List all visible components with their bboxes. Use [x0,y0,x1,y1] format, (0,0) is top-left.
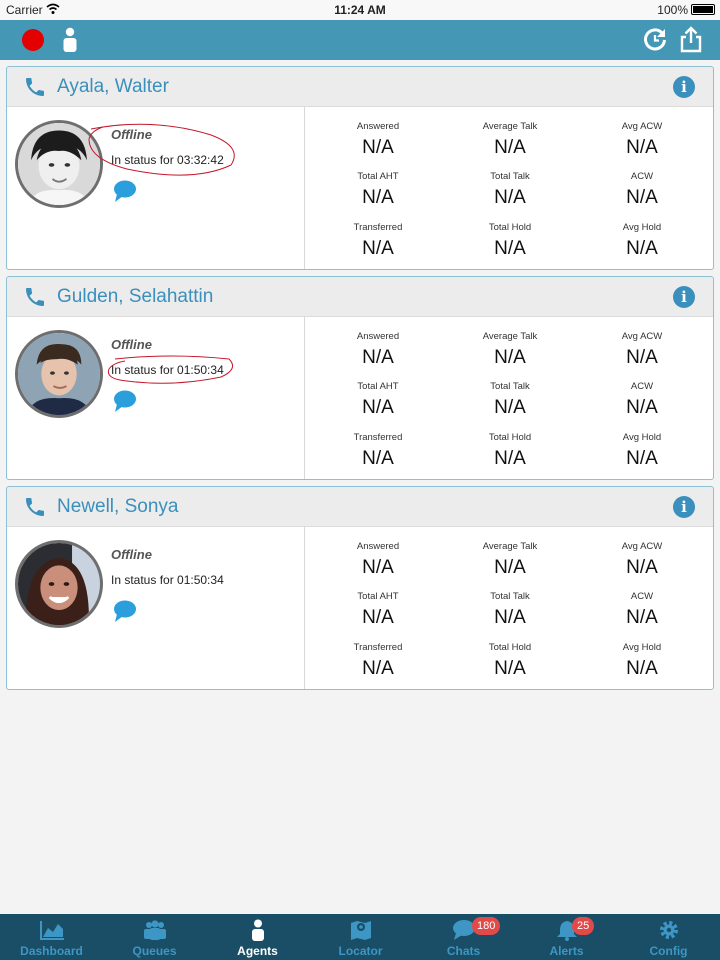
avatar [15,330,103,418]
metric-label: Average Talk [482,331,538,342]
battery-icon [691,4,715,15]
metric-total-talk [445,591,575,629]
metric-acw [577,171,707,209]
share-icon[interactable] [678,25,704,53]
tab-label: Agents [237,944,278,958]
metric-average-talk [445,121,575,159]
tab-label: Locator [338,944,383,958]
metric-value: N/A [626,397,658,418]
metric-value: N/A [626,137,658,158]
agent-status: Offline [111,127,152,142]
info-icon[interactable]: i [673,286,695,308]
chat-icon[interactable] [113,179,137,203]
metric-label: ACW [630,381,654,392]
tab-locator[interactable] [309,914,412,960]
metric-value: N/A [494,347,526,368]
metric-label: Total Talk [490,171,530,182]
red-annotation [83,121,243,181]
metric-total-aht [313,171,443,209]
agent-status: Offline [111,337,152,352]
info-icon[interactable]: i [673,76,695,98]
metric-average-talk [445,541,575,579]
metric-answered [313,121,443,159]
metric-label: Avg ACW [621,121,663,132]
metric-label: Total Hold [488,222,532,233]
user-icon[interactable] [62,27,78,53]
metric-value: N/A [494,557,526,578]
group-icon [142,919,168,941]
metric-average-talk [445,331,575,369]
metrics-grid [305,317,714,479]
metric-label: Transferred [353,642,403,653]
carrier-label: Carrier [6,3,43,17]
agent-card[interactable] [6,66,714,270]
metric-value: N/A [626,347,658,368]
tab-label: Queues [132,944,177,958]
metric-label: Transferred [353,432,403,443]
phone-icon[interactable] [23,75,47,99]
metric-avg-hold [577,432,707,470]
person-icon [245,919,271,941]
agent-card[interactable] [6,486,714,690]
metric-label: Total Talk [490,591,530,602]
metric-label: Answered [356,331,400,342]
metric-value: N/A [626,607,658,628]
agent-status: Offline [111,547,152,562]
metric-label: Total AHT [357,381,399,392]
refresh-icon[interactable] [642,27,668,53]
metric-label: Avg Hold [622,642,662,653]
tab-queues[interactable] [103,914,206,960]
tab-label: Config [649,944,688,958]
metric-avg-acw [577,541,707,579]
metric-total-hold [445,642,575,680]
tab-label: Chats [446,944,481,958]
metric-value: N/A [362,557,394,578]
agent-card[interactable] [6,276,714,480]
metrics-grid [305,107,714,269]
metric-label: Avg ACW [621,541,663,552]
metric-value: N/A [362,347,394,368]
metric-value: N/A [494,448,526,469]
info-icon[interactable]: i [673,496,695,518]
metric-value: N/A [626,238,658,259]
metric-label: Average Talk [482,121,538,132]
metric-transferred [313,432,443,470]
metric-label: Total Hold [488,642,532,653]
metric-value: N/A [626,557,658,578]
metric-total-hold [445,432,575,470]
metric-value: N/A [362,397,394,418]
agent-card-header [7,67,713,107]
time-in-status: In status for 01:50:34 [111,363,224,377]
metric-label: Avg Hold [622,222,662,233]
time-in-status: In status for 03:32:42 [111,153,224,167]
clock: 11:24 AM [334,3,386,17]
phone-icon[interactable] [23,495,47,519]
metric-value: N/A [494,238,526,259]
chats-badge: 180 [472,917,500,935]
metric-value: N/A [626,658,658,679]
metric-acw [577,591,707,629]
chart-icon [39,919,65,941]
top-nav-bar [0,20,720,60]
metric-total-aht [313,591,443,629]
chat-icon[interactable] [113,599,137,623]
status-bar [0,0,720,20]
tab-config[interactable] [617,914,720,960]
metric-label: Answered [356,121,400,132]
avatar [15,540,103,628]
metric-avg-hold [577,642,707,680]
metric-label: Avg Hold [622,432,662,443]
tab-label: Dashboard [20,944,83,958]
avatar [15,120,103,208]
metric-value: N/A [494,607,526,628]
metric-answered [313,331,443,369]
metric-value: N/A [362,187,394,208]
tab-bar [0,914,720,960]
metric-total-talk [445,171,575,209]
record-button[interactable] [22,29,44,51]
metric-label: ACW [630,591,654,602]
metric-value: N/A [362,448,394,469]
metric-value: N/A [494,137,526,158]
gear-icon [656,919,682,941]
metric-avg-acw [577,121,707,159]
metric-total-talk [445,381,575,419]
metric-avg-acw [577,331,707,369]
metric-label: Total AHT [357,171,399,182]
metric-total-aht [313,381,443,419]
metric-value: N/A [494,397,526,418]
agent-name[interactable]: Gulden, Selahattin [57,286,214,307]
tab-dashboard[interactable] [0,914,103,960]
tab-label: Alerts [549,944,584,958]
metrics-grid [305,527,714,689]
chat-icon[interactable] [113,389,137,413]
agent-name[interactable]: Newell, Sonya [57,496,179,517]
agent-card-header [7,277,713,317]
agent-name[interactable]: Ayala, Walter [57,76,169,97]
metric-value: N/A [362,137,394,158]
metric-label: ACW [630,171,654,182]
metric-label: Total Talk [490,381,530,392]
metric-value: N/A [626,448,658,469]
metric-value: N/A [362,658,394,679]
metric-label: Total AHT [357,591,399,602]
battery-percent: 100% [657,3,688,17]
tab-chats[interactable] [412,914,515,960]
map-icon [348,919,374,941]
metric-label: Avg ACW [621,331,663,342]
metric-transferred [313,222,443,260]
alerts-badge: 25 [572,917,594,935]
time-in-status: In status for 01:50:34 [111,573,224,587]
tab-alerts[interactable] [515,914,618,960]
phone-icon[interactable] [23,285,47,309]
agent-card-header [7,487,713,527]
metric-value: N/A [494,658,526,679]
metric-value: N/A [362,607,394,628]
metric-value: N/A [362,238,394,259]
metric-transferred [313,642,443,680]
metric-label: Answered [356,541,400,552]
metric-total-hold [445,222,575,260]
metric-value: N/A [626,187,658,208]
metric-avg-hold [577,222,707,260]
tab-agents[interactable] [206,914,309,960]
metric-answered [313,541,443,579]
metric-value: N/A [494,187,526,208]
metric-acw [577,381,707,419]
metric-label: Total Hold [488,432,532,443]
metric-label: Transferred [353,222,403,233]
metric-label: Average Talk [482,541,538,552]
